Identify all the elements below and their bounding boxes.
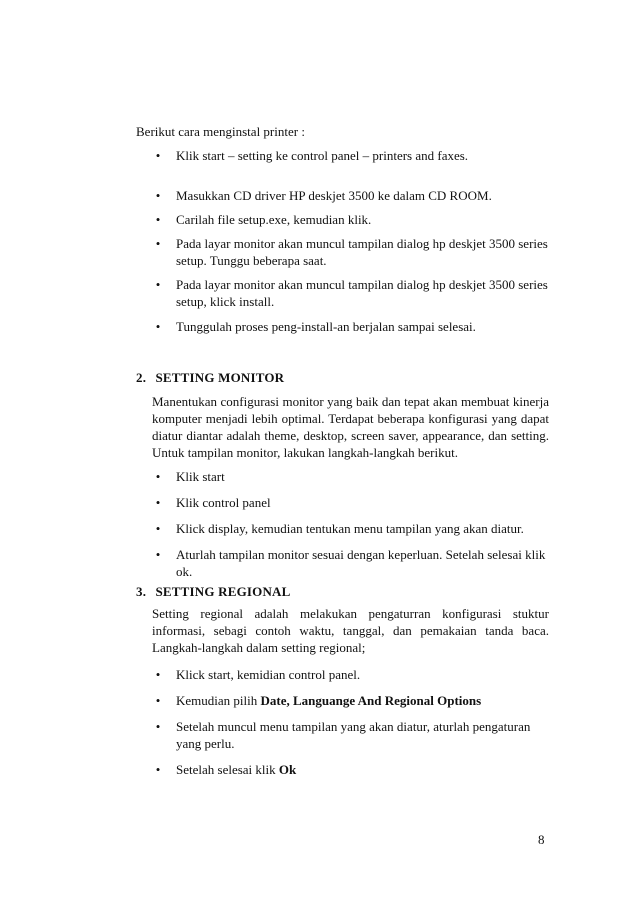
bullet-icon: • bbox=[155, 212, 161, 227]
bullet-icon: • bbox=[155, 495, 161, 510]
list-item: • Carilah file setup.exe, kemudian klik. bbox=[152, 211, 552, 228]
list-item: • Klik start bbox=[152, 468, 552, 485]
printer-steps-list bbox=[152, 147, 552, 335]
ok-text: Ok bbox=[278, 762, 297, 777]
bullet-icon: • bbox=[155, 521, 161, 536]
section-paragraph: Setting regional adalah melakukan pengaturran konfigurasi stuktur informasi, sebagi contoh waktu, tanggal, dan pemakaian tanda baca. Langkah-langkah dalam setting regional; bbox=[152, 606, 549, 655]
bullet-icon: • bbox=[155, 469, 161, 484]
intro-text: Berikut cara menginstal printer : bbox=[136, 124, 305, 139]
list-item: • Aturlah tampilan monitor sesuai dengan keperluan. Setelah selesai klik ok. bbox=[152, 546, 552, 580]
bullet-icon: • bbox=[155, 277, 161, 292]
list-item: • Kemudian pilih Date, Languange And Regional Options bbox=[152, 692, 552, 709]
bullet-icon: • bbox=[155, 762, 161, 777]
list-item: • Setelah muncul menu tampilan yang akan diatur, aturlah pengaturan yang perlu. bbox=[152, 718, 552, 752]
section-heading: 3. SETTING REGIONAL bbox=[136, 584, 291, 599]
section-heading: 2. SETTING MONITOR bbox=[136, 370, 285, 385]
list-item: • Pada layar monitor akan muncul tampilan dialog hp deskjet 3500 series setup, klick install. bbox=[152, 276, 552, 310]
list-item: • Klick display, kemudian tentukan menu tampilan yang akan diatur. bbox=[152, 520, 552, 537]
list-item: • Pada layar monitor akan muncul tampilan dialog hp deskjet 3500 series setup. Tunggu beberapa saat. bbox=[152, 235, 552, 269]
section-paragraph: Manentukan configurasi monitor yang baik dan tepat akan membuat kinerja komputer menjadi lebih optimal. Terdapat beberapa konfigurasi yang dapat diatur diantar adalah theme, desktop, screen saver, appearance, dan setting. Untuk tampilan monitor, lakukan langkah-langkah berikut. bbox=[152, 394, 549, 460]
bullet-icon: • bbox=[155, 188, 161, 203]
monitor-steps-list bbox=[152, 468, 552, 580]
regional-steps-list bbox=[152, 666, 552, 778]
list-item: • Tunggulah proses peng-install-an berjalan sampai selesai. bbox=[152, 318, 552, 335]
bullet-icon: • bbox=[155, 148, 161, 163]
list-item: • Klick start, kemidian control panel. bbox=[152, 666, 552, 683]
bullet-icon: • bbox=[155, 719, 161, 734]
page-number: 8 bbox=[538, 832, 545, 847]
bullet-icon: • bbox=[155, 547, 161, 562]
bullet-icon: • bbox=[155, 236, 161, 251]
bullet-icon: • bbox=[155, 693, 161, 708]
list-item: • Setelah selesai klik Ok bbox=[152, 761, 552, 778]
bullet-icon: • bbox=[155, 667, 161, 682]
option-name: Date, Languange And Regional Options bbox=[260, 693, 482, 708]
bullet-icon: • bbox=[155, 319, 161, 334]
list-item: • Masukkan CD driver HP deskjet 3500 ke dalam CD ROOM. bbox=[152, 187, 552, 204]
list-item: • Klik start – setting ke control panel – printers and faxes. bbox=[152, 147, 552, 164]
list-item: • Klik control panel bbox=[152, 494, 552, 511]
